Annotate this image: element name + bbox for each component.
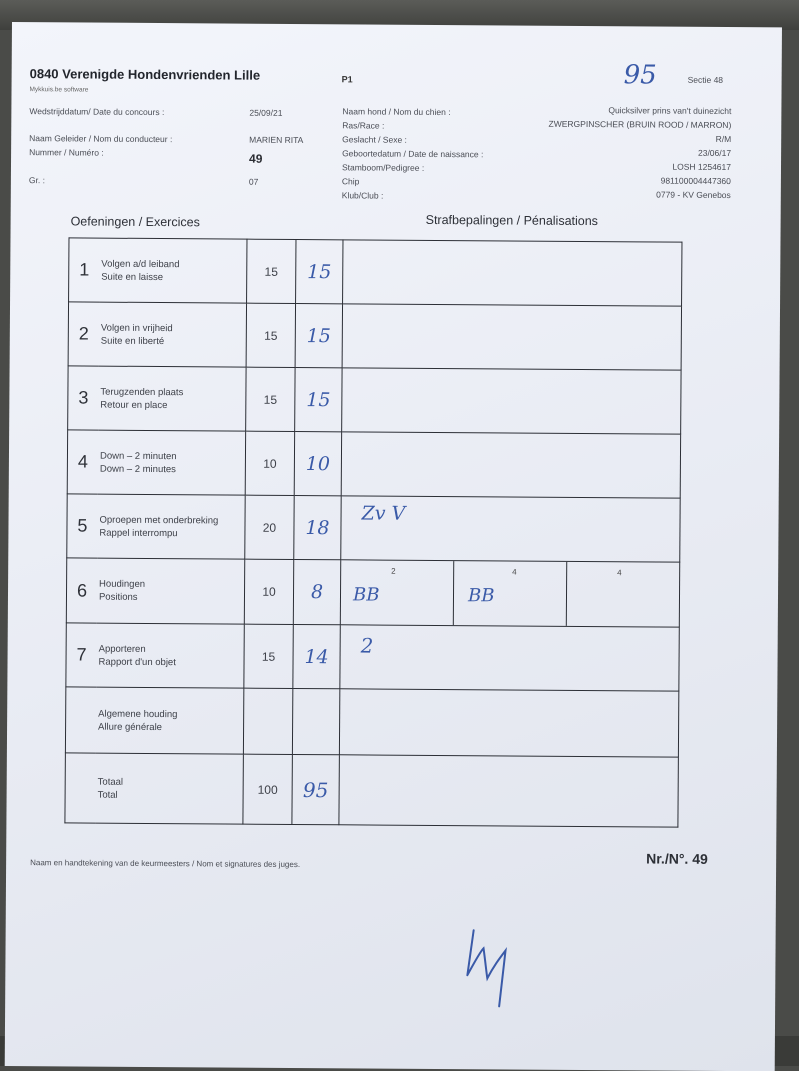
handwritten-score: 15: [307, 260, 332, 283]
exercise-name-fr: Positions: [98, 591, 138, 603]
exercise-name-nl: Volgen a/d leiband: [101, 258, 180, 270]
exercise-label: [96, 687, 244, 754]
exercise-number: [65, 753, 96, 823]
exercise-number: 7: [66, 623, 97, 687]
score-cell: [296, 239, 343, 303]
exercise-number: 6: [66, 558, 97, 623]
exercise-label: [98, 366, 246, 431]
score-cell-total: [292, 754, 339, 824]
handwritten-total-top: 95: [623, 60, 657, 91]
score-cell: [295, 367, 342, 431]
dog-name-value: Quicksilver prins van't duinezicht: [608, 105, 732, 117]
score-cell: [295, 303, 342, 367]
score-cell: [294, 431, 341, 495]
judge-signature: [455, 900, 526, 1010]
exercise-number: 1: [69, 238, 100, 302]
sex-value: R/M: [715, 133, 732, 145]
exercise-name-fr: Down – 2 minutes: [99, 463, 176, 475]
max-points: 15: [247, 239, 296, 303]
table-row-total: [65, 753, 678, 827]
exercise-number: 5: [67, 494, 98, 558]
exercise-name-nl: Terugzenden plaats: [100, 386, 184, 398]
penalty-cell: [341, 432, 680, 498]
score-cell: [294, 495, 341, 559]
pedigree-value: LOSH 1254617: [672, 161, 732, 173]
max-points: 15: [246, 367, 295, 431]
position-subcell: [341, 560, 454, 625]
position-max: 4: [512, 567, 517, 577]
exercise-name-fr: Rapport d'un objet: [98, 656, 176, 668]
dog-name-label: Naam hond / Nom du chien :: [342, 106, 451, 118]
handler-label: Naam Geleider / Nom du conducteur :: [29, 133, 173, 145]
score-table: [64, 237, 682, 827]
number-label: Nummer / Numéro :: [29, 147, 104, 158]
exercise-label: [99, 302, 247, 367]
software-credit: Mykkuis.be software: [29, 86, 89, 94]
max-points: 15: [244, 624, 293, 688]
number-value: 49: [249, 151, 263, 166]
max-points: 10: [245, 431, 294, 495]
position-subcell: [454, 561, 567, 626]
max-points: 10: [244, 559, 293, 624]
exercise-name-fr: Suite en laisse: [101, 271, 164, 283]
max-points-total: 100: [243, 754, 292, 824]
penalty-cell: [339, 755, 678, 827]
penalty-cell: [343, 240, 682, 306]
club-title: 0840 Verenigde Hondenvrienden Lille: [29, 66, 261, 83]
penalty-cell: [342, 304, 681, 370]
positions-subcells: [341, 560, 679, 626]
max-points: [243, 688, 292, 754]
exercise-number: 2: [68, 302, 99, 366]
max-points: 15: [246, 303, 295, 367]
handler-value: MARIEN RITA: [249, 134, 304, 146]
club-value: 0779 - KV Genebos: [656, 189, 731, 201]
position-subcell: [567, 562, 679, 627]
handwritten-total-score: 95: [302, 777, 329, 802]
penalties-heading: Strafbepalingen / Pénalisations: [425, 212, 599, 229]
birthdate-label: Geboortedatum / Date de naissance :: [342, 148, 484, 160]
section-label: Sectie 48: [687, 74, 724, 85]
table-row: [67, 494, 680, 562]
penalty-cell-positions: [340, 560, 679, 627]
max-points: 20: [245, 495, 294, 559]
table-row: [66, 558, 679, 627]
birthdate-value: 23/06/17: [697, 147, 732, 159]
breed-label: Ras/Race :: [342, 120, 385, 131]
exercise-label: [97, 558, 245, 624]
score-cell: [293, 559, 340, 624]
score-cell: [293, 624, 340, 688]
penalty-cell: [342, 368, 681, 434]
exercise-name-nl: Down – 2 minuten: [99, 450, 177, 462]
chip-value: 981100004447360: [660, 175, 731, 187]
group-label: Gr. :: [28, 175, 45, 186]
table-row: [69, 238, 682, 306]
handwritten-penalty-note: 2: [360, 633, 374, 658]
pedigree-label: Stamboom/Pedigree :: [341, 162, 425, 173]
date-value: 25/09/21: [249, 107, 283, 118]
group-value: 07: [248, 176, 259, 187]
handwritten-penalty-note: Zv V: [361, 502, 406, 525]
table-row: [66, 623, 679, 691]
exercises-heading: Oefeningen / Exercices: [70, 214, 200, 230]
club-label: Klub/Club :: [341, 190, 384, 201]
exercise-number: 3: [68, 366, 99, 430]
total-name-fr: Total: [97, 789, 118, 801]
breed-value: ZWERGPINSCHER (BRUIN ROOD / MARRON): [548, 118, 732, 131]
handwritten-position-mark: BB: [467, 585, 495, 607]
exercise-name-fr: Allure générale: [98, 721, 163, 733]
penalty-cell: [340, 625, 679, 691]
exercise-name-nl: Oproepen met onderbreking: [99, 514, 219, 526]
sheet-number: Nr./N°. 49: [646, 850, 708, 867]
position-max: 4: [617, 568, 622, 578]
exercise-name-fr: Rappel interrompu: [99, 527, 178, 539]
table-row: [68, 366, 681, 434]
exercise-name-nl: Algemene houding: [98, 708, 178, 720]
table-row: [65, 687, 678, 757]
total-name-nl: Totaal: [97, 776, 124, 788]
chip-label: Chip: [341, 176, 360, 187]
exercise-label: [96, 623, 244, 688]
penalty-cell: [339, 689, 678, 757]
program-label: P1: [341, 74, 353, 85]
exercise-label: [97, 494, 245, 559]
exercise-name-fr: Retour en place: [100, 399, 168, 411]
handwritten-score: 18: [305, 516, 330, 539]
total-label: [95, 753, 243, 824]
score-cell: [292, 688, 339, 754]
exercise-number: 4: [67, 430, 98, 494]
penalty-cell: [341, 496, 680, 562]
exercise-label: [99, 238, 247, 303]
handwritten-position-mark: BB: [352, 584, 380, 606]
sex-label: Geslacht / Sexe :: [342, 134, 407, 145]
score-sheet: [5, 22, 782, 1071]
table-row: [67, 430, 680, 498]
exercise-label: [98, 430, 246, 495]
exercise-name-nl: Apporteren: [98, 643, 146, 655]
judges-caption: Naam en handtekening van de keurmeesters / Nom et signatures des juges.: [30, 858, 301, 870]
handwritten-score: 8: [310, 581, 324, 604]
exercise-name-nl: Volgen in vrijheid: [100, 322, 173, 334]
table-row: [68, 302, 681, 370]
handwritten-score: 14: [304, 645, 329, 668]
exercise-name-nl: Houdingen: [99, 578, 146, 590]
date-label: Wedstrijddatum/ Date du concours :: [29, 106, 165, 118]
handwritten-score: 10: [305, 452, 331, 475]
exercise-number: [65, 687, 96, 753]
handwritten-score: 15: [306, 324, 331, 347]
exercise-name-fr: Suite en liberté: [100, 335, 165, 347]
handwritten-score: 15: [306, 388, 331, 411]
position-max: 2: [391, 566, 396, 576]
